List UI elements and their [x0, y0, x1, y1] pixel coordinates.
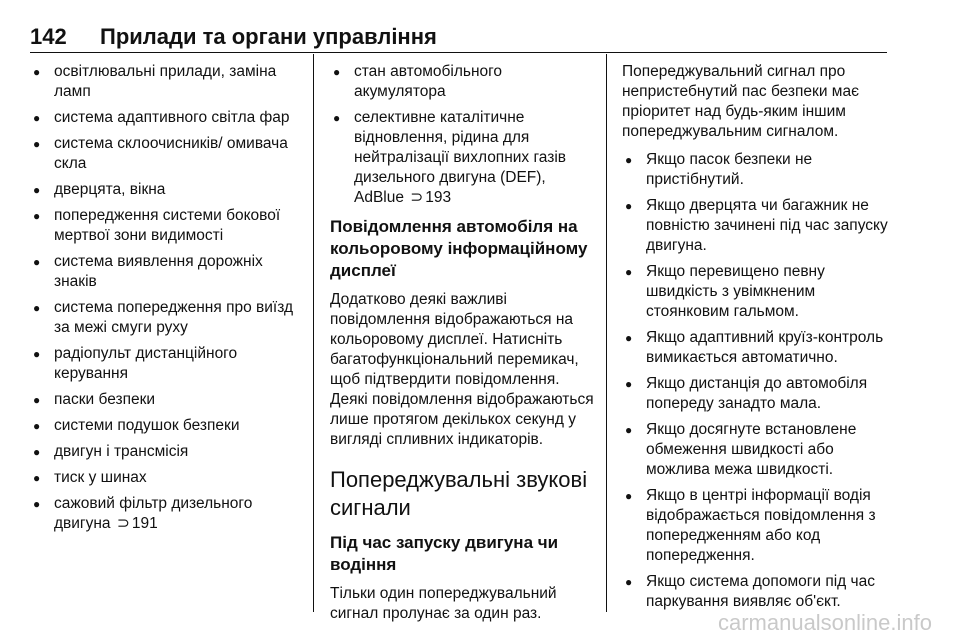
paragraph-messages: Додатково деякі важливі повідомлення відображаються на кольоровому дисплеї. Натисніть багатофункціональний перемикач, щоб підтвердити повідомлення. Деякі повідомлення відображаються лише протягом декількох секунд у вигляді спливних індикаторів.	[330, 291, 594, 448]
list-item: ● Якщо пасок безпеки не пристібнутий.	[622, 150, 888, 190]
page-title: Прилади та органи управління	[100, 24, 437, 49]
column-3	[622, 62, 888, 618]
section-heading-messages: Повідомлення автомобіля на кольоровому інформаційному дисплеї	[330, 217, 588, 280]
list-item: ● Якщо в центрі інформації водія відображається повідомлення з попередженням або код попередження.	[622, 486, 888, 566]
list-item: ● Якщо досягнуте встановлене обмеження швидкості або можлива межа швидкості.	[622, 420, 888, 480]
list-item: ● освітлювальні прилади, заміна ламп	[30, 62, 300, 102]
page-ref-icon: ⊃	[410, 189, 424, 206]
list-item: ● дверцята, вікна	[30, 180, 300, 200]
list-item: ● Якщо дверцята чи багажник не повністю зачинені під час запуску двигуна.	[622, 196, 888, 256]
subheading-engine-start: Під час запуску двигуна чи водіння	[330, 533, 559, 574]
list-item: ● системи подушок безпеки	[30, 416, 300, 436]
list-item: ● попередження системи бокової мертвої зони видимості	[30, 206, 300, 246]
column-divider-2	[606, 54, 607, 612]
feature-list	[30, 62, 300, 534]
list-item: ● сажовий фільтр дизельного двигуна ⊃ 191	[30, 494, 300, 534]
watermark: carmanualsonline.info	[717, 610, 932, 635]
column-divider-1	[313, 54, 314, 612]
list-item: ● Якщо дистанція до автомобіля попереду занадто мала.	[622, 374, 888, 414]
header-rule	[30, 52, 887, 53]
list-item: ● селективне каталітичне відновлення, рідина для нейтралізації вихлопних газів дизельного двигуна (DEF), AdBlue ⊃ 193	[330, 108, 595, 208]
chapter-heading-warning-chimes: Попереджувальні звукові сигнали	[330, 467, 588, 520]
list-item: ● Якщо перевищено певну швидкість з увімкненим стоянковим гальмом.	[622, 262, 888, 322]
page-header	[30, 24, 437, 50]
list-item: ● двигун і трансмісія	[30, 442, 300, 462]
page-number: 142	[30, 24, 67, 49]
list-item: ● радіопульт дистанційного керування	[30, 344, 300, 384]
list-item: ● система адаптивного світла фар	[30, 108, 300, 128]
list-item: ● стан автомобільного акумулятора	[330, 62, 595, 102]
feature-list-continued	[330, 62, 595, 208]
chime-conditions-list	[622, 150, 888, 612]
list-item: ● система склоочисників/ омивача скла	[30, 134, 300, 174]
paragraph-priority: Попереджувальний сигнал про непристебнутий пас безпеки має пріоритет над будь-яким іншим попереджувальним сигналом.	[622, 63, 859, 140]
page-ref[interactable]: 191	[131, 515, 158, 532]
list-item: ● Якщо система допомоги під час паркування виявляє об'єкт.	[622, 572, 888, 612]
column-2	[330, 62, 595, 632]
list-item: ● тиск у шинах	[30, 468, 300, 488]
list-item: ● паски безпеки	[30, 390, 300, 410]
list-item: ● система виявлення дорожніх знаків	[30, 252, 300, 292]
page-ref-icon: ⊃	[116, 515, 130, 532]
page-ref[interactable]: 193	[425, 189, 452, 206]
paragraph-one-chime: Тільки один попереджувальний сигнал пролунає за один раз.	[330, 585, 557, 622]
column-1	[30, 62, 300, 540]
list-item: ● система попередження про виїзд за межі смуги руху	[30, 298, 300, 338]
list-item: ● Якщо адаптивний круїз-контроль вимикається автоматично.	[622, 328, 888, 368]
